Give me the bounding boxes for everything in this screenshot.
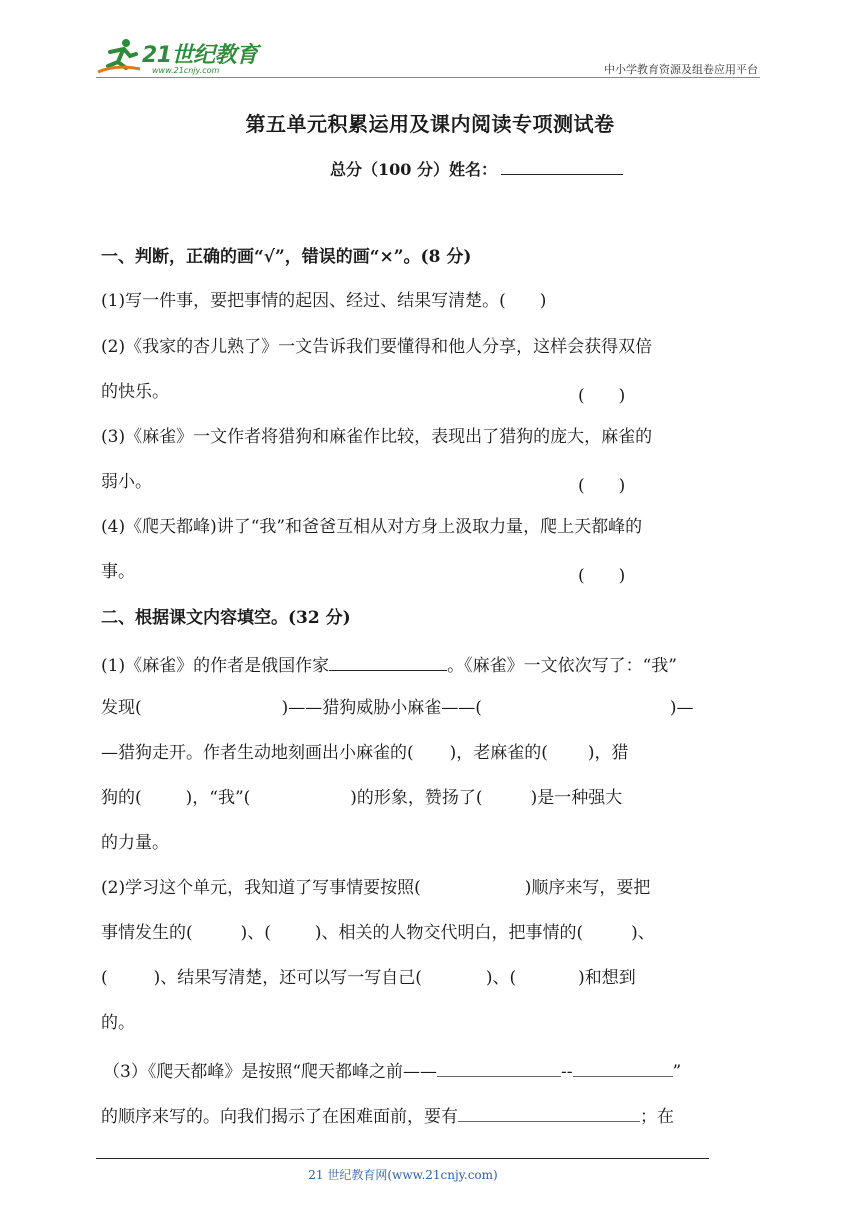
section1-q4-line2: 事。 — [101, 562, 135, 582]
section1-q3-line2: 弱小。 — [101, 472, 152, 492]
p3-blank-3[interactable] — [458, 1103, 640, 1122]
section2-p2-line1: (2)学习这个单元，我知道了写事情要按照( )顺序来写，要把 — [101, 878, 651, 898]
logo-url: www.21cnjy.com — [152, 66, 220, 75]
score-name-line — [330, 157, 623, 180]
section1-q1: (1)写一件事，要把事情的起因、经过、结果写清楚。( ) — [101, 291, 547, 311]
footer-text: 21 世纪教育网(www.21cnjy.com) — [308, 1168, 498, 1182]
section2-p1-line3: —猎狗走开。作者生动地刻画出小麻雀的( )，老麻雀的( )，猎 — [101, 743, 629, 763]
section2-p1-line1: (1)《麻雀》的作者是俄国作家 。《麻雀》一文依次写了：“我” — [101, 652, 677, 677]
section2-p1-line2: 发现( )——猎狗威胁小麻雀——( )— — [101, 698, 694, 718]
header-divider — [96, 77, 760, 78]
name-blank[interactable] — [501, 158, 623, 175]
section2-p2-line3: ( )、结果写清楚，还可以写一写自己( )、( )和想到 — [101, 968, 636, 988]
section1-q2-line1: (2)《我家的杏儿熟了》一文告诉我们要懂得和他人分享，这样会获得双倍 — [101, 337, 653, 357]
section2-p3-line2: 的顺序来写的。向我们揭示了在困难面前，要有 ；在 — [101, 1103, 674, 1128]
page-title: 第五单元积累运用及课内阅读专项测试卷 — [245, 112, 615, 136]
section2-p1-line4: 狗的( )，“我”( )的形象，赞扬了( )是一种强大 — [101, 788, 623, 808]
section1-heading: 一、判断，正确的画“√”，错误的画“×”。(8 分) — [101, 247, 472, 267]
logo-text: 21世纪教育 — [142, 43, 258, 68]
p3-blank-1[interactable] — [437, 1058, 561, 1077]
section2-p2-line2: 事情发生的( )、( )、相关的人物交代明白，把事情的( )、 — [101, 923, 655, 943]
author-blank[interactable] — [329, 652, 447, 671]
section1-q3-line1: (3)《麻雀》一文作者将猎狗和麻雀作比较，表现出了猎狗的庞大，麻雀的 — [101, 427, 653, 447]
footer-divider — [96, 1158, 709, 1159]
answer-paren-q4[interactable]: ( ) — [578, 566, 626, 586]
runner-logo-icon — [96, 36, 142, 76]
site-logo — [96, 36, 266, 80]
section1-q2-line2: 的快乐。 — [101, 382, 169, 402]
section2-p2-line4: 的。 — [101, 1013, 135, 1033]
answer-paren-q3[interactable]: ( ) — [578, 476, 626, 496]
section2-heading: 二、根据课文内容填空。(32 分) — [101, 608, 351, 628]
section2-p3-line1: （3）《爬天都峰》是按照“爬天都峰之前—— -- ” — [103, 1058, 681, 1083]
p3-blank-2[interactable] — [573, 1058, 673, 1077]
section2-p1-line5: 的力量。 — [101, 833, 169, 853]
answer-paren-q2[interactable]: ( ) — [578, 386, 626, 406]
subtitle-text: 总分（100 分）姓名： — [330, 160, 497, 179]
platform-label: 中小学教育资源及组卷应用平台 — [604, 63, 758, 76]
section1-q4-line1: (4)《爬天都峰)讲了“我”和爸爸互相从对方身上汲取力量，爬上天都峰的 — [101, 517, 643, 537]
